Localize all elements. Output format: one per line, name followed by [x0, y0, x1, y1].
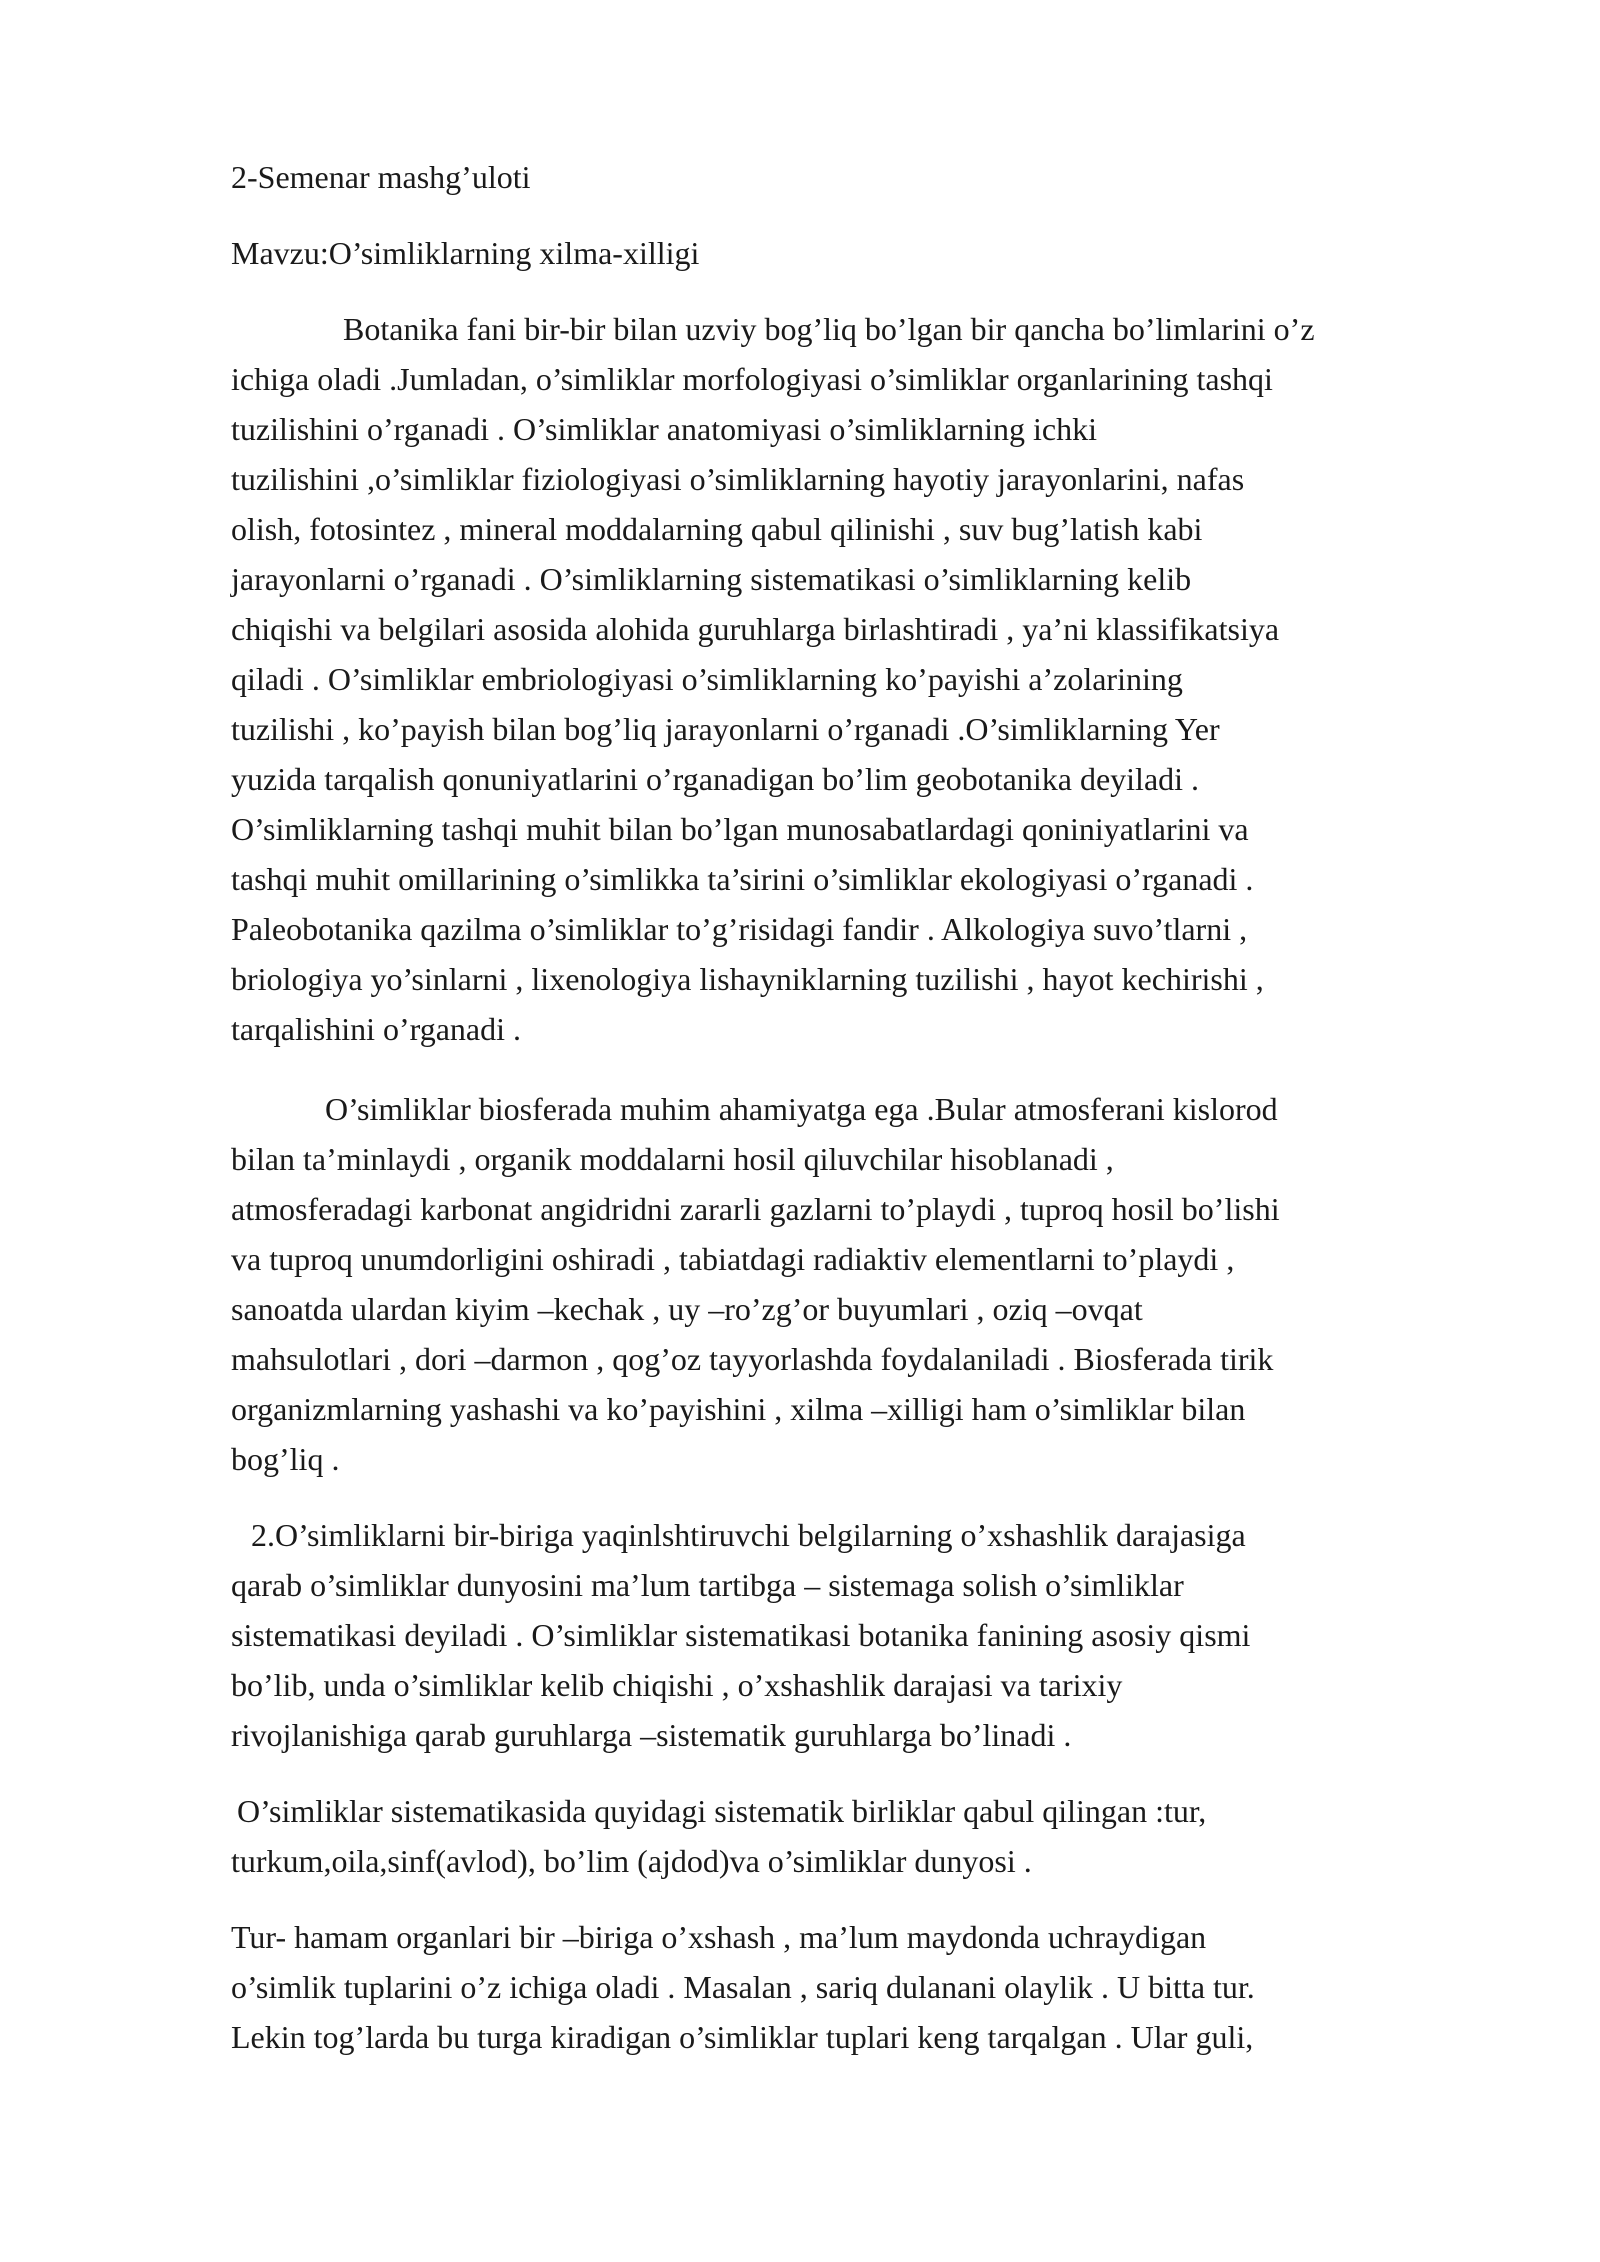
paragraph-1	[231, 304, 1521, 1054]
paragraph-line: tuzilishi , ko’payish bilan bog’liq jarayonlarni o’rganadi .O’simliklarning Yer	[231, 711, 1220, 747]
paragraph-line: yuzida tarqalish qonuniyatlarini o’rganadigan bo’lim geobotanika deyiladi .	[231, 761, 1200, 797]
paragraph-line: sistematikasi deyiladi . O’simliklar sistematikasi botanika fanining asosiy qismi	[231, 1617, 1251, 1653]
paragraph-line: Botanika fani bir-bir bilan uzviy bog’liq bo’lgan bir qancha bo’limlarini o’z	[343, 311, 1315, 347]
paragraph-line: qiladi . O’simliklar embriologiyasi o’simliklarning ko’payishi a’zolarining	[231, 661, 1183, 697]
paragraph-line: Lekin tog’larda bu turga kiradigan o’simliklar tuplari keng tarqalgan . Ular guli,	[231, 2019, 1254, 2055]
heading-text: 2-Semenar mashg’uloti	[231, 159, 531, 195]
paragraph-line: O’simliklarning tashqi muhit bilan bo’lgan munosabatlardagi qoniniyatlarini va	[231, 811, 1249, 847]
paragraph-line: Tur- hamam organlari bir –biriga o’xshash , ma’lum maydonda uchraydigan	[231, 1919, 1207, 1955]
paragraph-line: qarab o’simliklar dunyosini ma’lum tartibga – sistemaga solish o’simliklar	[231, 1567, 1184, 1603]
paragraph-line: va tuproq unumdorligini oshiradi , tabiatdagi radiaktiv elementlarni to’playdi ,	[231, 1241, 1235, 1277]
paragraph-line: bo’lib, unda o’simliklar kelib chiqishi , o’xshashlik darajasi va tarixiy	[231, 1667, 1123, 1703]
paragraph-line: briologiya yo’sinlarni , lixenologiya lishayniklarning tuzilishi , hayot kechirishi ,	[231, 961, 1264, 997]
paragraph-line: organizmlarning yashashi va ko’payishini , xilma –xilligi ham o’simliklar bilan	[231, 1391, 1246, 1427]
paragraph-2	[231, 1084, 1521, 1484]
paragraph-line: ichiga oladi .Jumladan, o’simliklar morfologiyasi o’simliklar organlarining tashqi	[231, 361, 1273, 397]
paragraph-line: bilan ta’minlaydi , organik moddalarni hosil qiluvchilar hisoblanadi ,	[231, 1141, 1114, 1177]
paragraph-3	[231, 1510, 1521, 1760]
paragraph-line: O’simliklar biosferada muhim ahamiyatga ega .Bular atmosferani kislorod	[325, 1091, 1278, 1127]
paragraph-line: jarayonlarni o’rganadi . O’simliklarning sistematikasi o’simliklarning kelib	[231, 561, 1192, 597]
paragraph-line: tuzilishini o’rganadi . O’simliklar anatomiyasi o’simliklarning ichki	[231, 411, 1097, 447]
paragraph-line: rivojlanishiga qarab guruhlarga –sistematik guruhlarga bo’linadi .	[231, 1717, 1072, 1753]
paragraph-line: o’simlik tuplarini o’z ichiga oladi . Masalan , sariq dulanani olaylik . U bitta tur.	[231, 1969, 1255, 2005]
paragraph-line: olish, fotosintez , mineral moddalarning qabul qilinishi , suv bug’latish kabi	[231, 511, 1203, 547]
paragraph-line: 2.O’simliklarni bir-biriga yaqinlshtiruvchi belgilarning o’xshashlik darajasiga	[251, 1517, 1246, 1553]
paragraph-line: mahsulotlari , dori –darmon , qog’oz tayyorlashda foydalaniladi . Biosferada tirik	[231, 1341, 1274, 1377]
paragraph-4	[231, 1786, 1521, 1886]
topic-text: Mavzu:O’simliklarning xilma-xilligi	[231, 235, 700, 271]
paragraph-line: atmosferadagi karbonat angidridni zararli gazlarni to’playdi , tuproq hosil bo’lishi	[231, 1191, 1280, 1227]
document-heading	[231, 152, 1521, 202]
paragraph-line: O’simliklar sistematikasida quyidagi sistematik birliklar qabul qilingan :tur,	[237, 1793, 1207, 1829]
paragraph-line: chiqishi va belgilari asosida alohida guruhlarga birlashtiradi , ya’ni klassifikatsiya	[231, 611, 1280, 647]
paragraph-5	[231, 1912, 1521, 2062]
paragraph-line: Paleobotanika qazilma o’simliklar to’g’risidagi fandir . Alkologiya suvo’tlarni ,	[231, 911, 1248, 947]
paragraph-line: turkum,oila,sinf(avlod), bo’lim (ajdod)va o’simliklar dunyosi .	[231, 1843, 1032, 1879]
paragraph-line: bog’liq .	[231, 1441, 340, 1477]
paragraph-line: sanoatda ulardan kiyim –kechak , uy –ro’zg’or buyumlari , oziq –ovqat	[231, 1291, 1143, 1327]
paragraph-line: tashqi muhit omillarining o’simlikka ta’sirini o’simliklar ekologiyasi o’rganadi .	[231, 861, 1254, 897]
paragraph-line: tarqalishini o’rganadi .	[231, 1011, 521, 1047]
paragraph-line: tuzilishini ,o’simliklar fiziologiyasi o’simliklarning hayotiy jarayonlarini, nafas	[231, 461, 1245, 497]
document-topic	[231, 228, 1521, 278]
